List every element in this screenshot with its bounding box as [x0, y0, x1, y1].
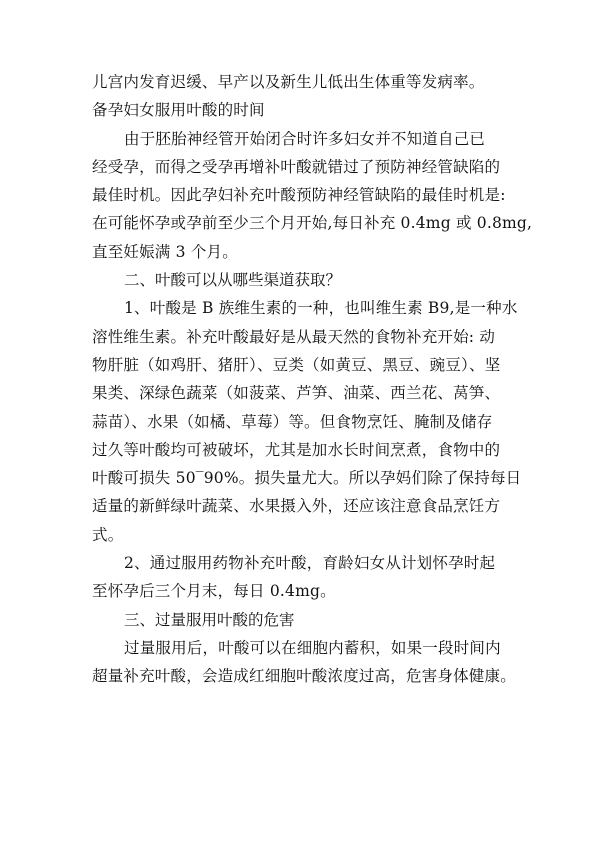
paragraph-line: 式。	[92, 525, 124, 544]
paragraph-line: 适量的新鲜绿叶蔬菜、水果摄入外，还应该注意食品烹饪方	[92, 497, 501, 516]
paragraph-line: 至怀孕后三个月末，每日 0.4mg。	[92, 582, 336, 601]
paragraph-line: 果类、深绿色蔬菜（如菠菜、芦笋、油菜、西兰花、莴笋、	[92, 384, 501, 403]
paragraph-line: 儿宫内发育迟缓、早产以及新生儿低出生体重等发病率。	[92, 73, 485, 91]
paragraph-line: 超量补充叶酸，会造成红细胞叶酸浓度过高，危害身体健康。	[92, 667, 516, 686]
paragraph-line: 叶酸可损失 50‾90%。损失量尤大。所以孕妈们除了保持每日	[92, 469, 522, 488]
paragraph-line: 过量服用后，叶酸可以在细胞内蓄积，如果一段时间内	[124, 638, 501, 657]
paragraph-line: 蒜苗）、水果（如橘、草莓）等。但食物烹饪、腌制及储存	[92, 412, 493, 431]
paragraph-line: 最佳时机。因此孕妇补充叶酸预防神经管缺陷的最佳时机是:	[92, 186, 506, 205]
paragraph-line: 由于胚胎神经管开始闭合时许多妇女并不知道自己已	[124, 129, 486, 148]
paragraph-line: 在可能怀孕或孕前至少三个月开始,每日补充 0.4mg 或 0.8mg,	[92, 214, 533, 233]
paragraph-line: 过久等叶酸均可被破坏，尤其是加水长时间烹煮，食物中的	[92, 440, 501, 459]
section-heading-2: 二、叶酸可以从哪些渠道获取？	[124, 271, 342, 290]
paragraph-line: 直至妊娠满 3 个月。	[92, 242, 238, 261]
document-page	[92, 68, 533, 691]
paragraph-line: 物肝脏（如鸡肝、猪肝）、豆类（如黄豆、黑豆、豌豆）、坚	[92, 355, 501, 374]
paragraph-line: 溶性维生素。补充叶酸最好是从最天然的食物补充开始: 动	[92, 327, 496, 346]
paragraph-line: 经受孕，而得之受孕再增补叶酸就错过了预防神经管缺陷的	[92, 157, 501, 176]
paragraph-line: 2、通过服用药物补充叶酸，育龄妇女从计划怀孕时起	[124, 554, 496, 573]
section-heading-3: 三、过量服用叶酸的危害	[124, 610, 295, 629]
paragraph-line: 1、叶酸是 B 族维生素的一种，也叫维生素 B9,是一种水	[124, 299, 518, 318]
section-subtitle: 备孕妇女服用叶酸的时间	[92, 101, 265, 120]
